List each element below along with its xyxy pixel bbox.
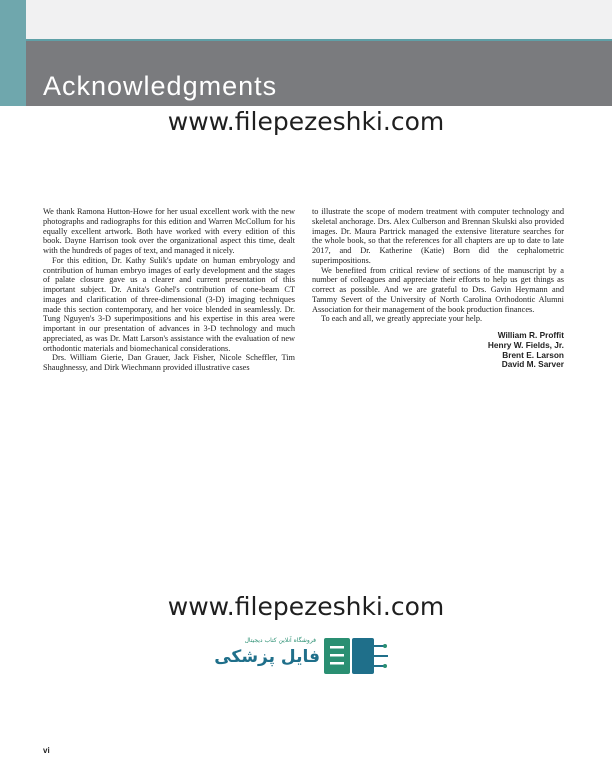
paragraph: to illustrate the scope of modern treatment with computer technology and skeletal anchorage. Drs. Alex Culberson and Brennan Skulski also provided images. Dr. Maura Partrick managed the extensive literature searches for the whole book, so that the references for all chapters are up to date to late 2017, and Dr. Katherine (Katie) Born did the cephalometric superimpositions. xyxy=(312,207,564,265)
signature-name: Brent E. Larson xyxy=(502,349,564,360)
filepezeshki-logo xyxy=(212,634,392,680)
page-title: Acknowledgments xyxy=(43,71,278,101)
left-column xyxy=(43,207,295,373)
paragraph: We benefited from critical review of sections of the manuscript by a number of colleagues and appreciate their efforts to help us get things as correct as possible. And we are grateful to Drs. Gavin Heymann and Tammy Severt of the University of North Carolina Orthodontic Alumni Association for their management of the book production finances. xyxy=(312,265,564,314)
watermark-bottom: www.filepezeshki.com xyxy=(167,592,445,621)
title-band xyxy=(26,41,612,106)
logo-tagline: فروشگاه آنلاین کتاب دیجیتال xyxy=(244,637,316,644)
signature-name: William R. Proffit xyxy=(497,330,564,340)
signature-block xyxy=(312,331,564,370)
teal-accent-strip xyxy=(0,0,26,106)
watermark-top: www.filepezeshki.com xyxy=(167,107,445,136)
paragraph: Drs. William Gierie, Dan Grauer, Jack Fisher, Nicole Scheffler, Tim Shaughnessy, and Dirk Wiechmann provided illustrative cases xyxy=(43,353,295,372)
logo-wordmark xyxy=(212,636,320,678)
right-column xyxy=(312,207,564,370)
paragraph: For this edition, Dr. Kathy Sulik's update on human embryology and contribution of human embryo images of early development and the stages of palate closure gave us a clearer and current presentation of this important subject. Dr. Anita's Gohel's contribution of cone-beam CT images and clarification of three-dimensional (3-D) imaging techniques made this section contemporary, and her voice blended in seamlessly. Dr. Tung Nguyen's 3-D superimpositions and his expertise in this area were important in our presentation of advances in 3-D technology and much appreciated, as was Dr. Matt Larson's assistance with the evaluation of new orthodontic materials and biomechanical considerations. xyxy=(43,255,295,353)
circuit-book-icon xyxy=(322,634,390,678)
page-number: vi xyxy=(43,746,50,755)
paragraph: To each and all, we greatly appreciate your help. xyxy=(321,314,483,324)
signature-name: Henry W. Fields, Jr. xyxy=(487,339,564,350)
signature-name: David M. Sarver xyxy=(501,359,564,370)
paragraph: We thank Ramona Hutton-Howe for her usual excellent work with the new photographs and radiographs for this edition and Warren McCollum for his equally excellent artwork. Both have worked with every edition of this book. Dayne Harrison took over the organizational aspect this time, dealt with the hundreds of pages of text, and managed it nicely. xyxy=(43,207,295,255)
top-band xyxy=(0,0,612,40)
logo-name: فایل پزشکی xyxy=(214,647,320,667)
